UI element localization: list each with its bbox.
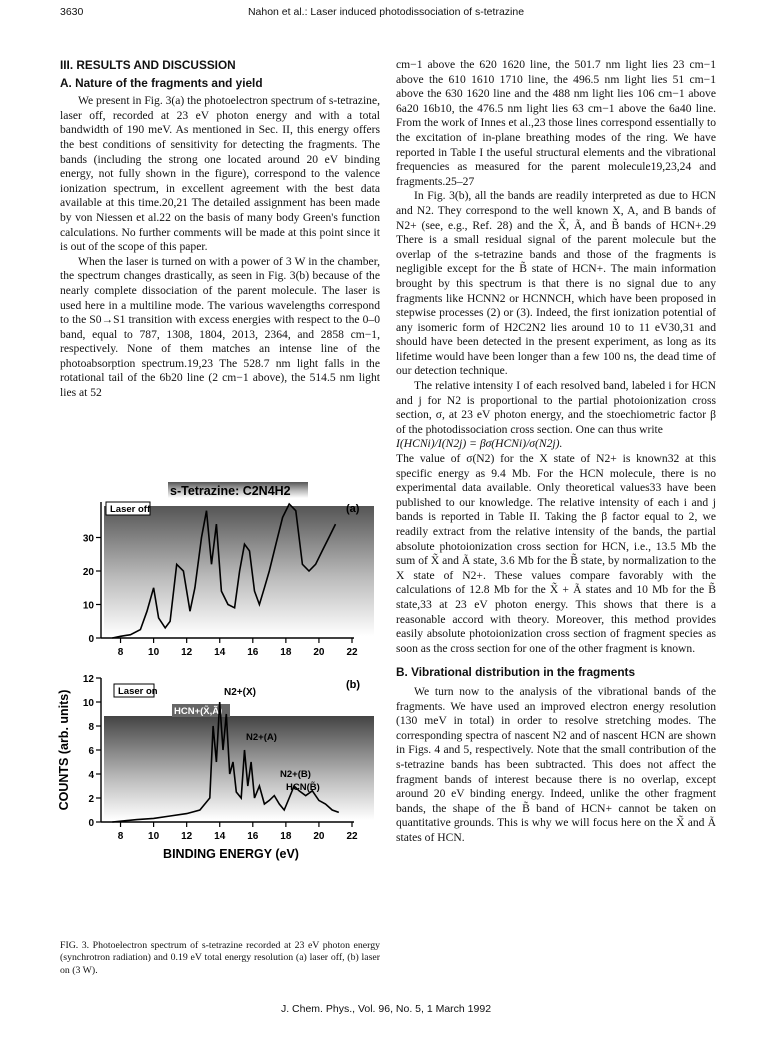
panel-b-shade [104, 716, 374, 820]
panel-a-x-tick-label: 20 [313, 647, 325, 658]
paragraph: cm−1 above the 620 1620 line, the 501.7 nm light lies 23 cm−1 above the 610 1610 1710 line, the 496.5 nm light lies 51 cm−1 above the 630 1620 line and the 488 nm light lies 106 cm−1 above 6a20 16b10, the 476.5 nm light lies 63 cm−1 above the 6a40 line. From the work of Innes et al.,23 those lines correspond essentially to the excitation of in-plane breathing modes of the ring. We have reported in Table I the useful structural elements and the vibrational frequencies as measured for the parent molecule19,23,24 and fragments.25–27 [396, 58, 716, 188]
panel-b-x-tick-label: 10 [148, 831, 160, 842]
label-hcn-b: HCN(B̃) [286, 782, 320, 793]
panel-a-y-tick-label: 30 [82, 533, 94, 545]
panel-a-y-tick-label: 10 [82, 600, 94, 612]
paragraph: In Fig. 3(b), all the bands are readily interpreted as due to HCN and N2. They correspond to the well known X, A, and B bands of N2+ (see, e.g., Ref. 28) and the X̃, Ã, and B̃ bands of HCN+.29 There is a small residual signal of the parent molecule but the overlap of the s-tetrazine bands and those of the fragments is negligible except for the B̃ state of HCN+. The main information brought by this spectrum is that there is no signal due to any fragments like HCNN2 or HCNNCH, which have been proposed in stepwise processes (2) or (3). Indeed, the first ionization potential of any isomeric form of H2C2N2 lies around 10 to 11 eV30,31 and should have been detected in the present experiment, as long as its lifetime would have been longer than a few 100 ns, the dead time of our detection technique. [396, 189, 716, 378]
panel-a-x-tick-label: 16 [247, 647, 259, 658]
left-column [60, 58, 380, 401]
paragraph: The value of σ(N2) for the X state of N2+ is known32 at this specific energy as 9.4 Mb. For the HCN molecule, there is no experimental data available. Only theoretical values33 have been published to our knowledge. The relative intensity of each i and j bands is reported in Table II. Taking the β factor equal to 2, we readily extract from the relative intensity of the bands, the partial absolute photoionization cross section for HCN, i.e., 13.5 Mb the sum of X̃ and Ã state, 3.6 Mb for the B̃ state, by normalization to the X state of N2+. These values compare favorably with the calculations of 12.8 Mb for the X̃ + Ã states and 10 Mb for the B̃ state,33 at 23 eV photon energy. This shows that there is a reasonable accord with theory. Moreover, this method provides easily absolute photoionization cross section of fragment species as soon as the cross section for one of the other fragment is known. [396, 452, 716, 655]
right-column [396, 58, 716, 845]
panel-a-tag: (a) [346, 503, 360, 515]
panel-a-y-tick-label: 0 [88, 634, 94, 645]
paragraph: When the laser is turned on with a power of 3 W in the chamber, the spectrum changes drastically, as seen in Fig. 3(b) because of the nearly complete dissociation of the parent molecule. The laser is used here in a multiline mode. The various wavelengths correspond to the S0→S1 transition with excess energies with respect to the 0–0 band, equal to 787, 1308, 1804, 2013, 2364, and 2858 cm−1, respectively. None of them matches an intense line of the photoabsorption spectrum.19,23 The 528.7 nm light falls in the rotational tail of the 6b20 line (2 cm−1 above), the 514.5 nm light lies at 52 [60, 254, 380, 400]
panel-b-y-tick-label: 8 [88, 722, 94, 733]
running-title: Nahon et al.: Laser induced photodissociation of s-tetrazine [247, 6, 525, 18]
legend-laser-off-label: Laser off [110, 504, 151, 515]
figure-3 [56, 480, 386, 930]
panel-a-x-tick-label: 8 [117, 647, 124, 658]
label-n2-b: N2+(B) [280, 769, 311, 780]
paragraph: We present in Fig. 3(a) the photoelectron spectrum of s-tetrazine, laser off, recorded at 23 eV photon energy and with a total bandwidth of 190 meV. As mentioned in Sec. II, this energy offers the best conditions of sensitivity for detecting the fragments. The bands (including the strong one located around 20 eV binding energy, not fully shown in the figure), correspond to the valence ionization spectrum, in excellent agreement with the best data available at this time.20,21 The detailed assignment has been made by von Niessen et al.22 on the basis of many body Green's function calculations. No further comments will be made at this point since it is out of the scope of this paper. [60, 94, 381, 254]
figure-3-chart [56, 480, 386, 930]
figure-title: s-Tetrazine: C2N4H2 [170, 484, 291, 498]
label-n2-x: N2+(X) [224, 687, 256, 698]
panel-b-x-tick-label: 18 [280, 831, 292, 842]
equation: I(HCNi)/I(N2j) = βσ(HCNi)/σ(N2j). [396, 437, 563, 451]
section-title: III. RESULTS AND DISCUSSION [60, 58, 236, 72]
legend-laser-on-label: Laser on [118, 686, 158, 697]
subsection-b-title: B. Vibrational distribution in the fragments [396, 665, 636, 680]
x-axis-label: BINDING ENERGY (eV) [163, 847, 299, 861]
panel-b-y-tick-label: 6 [88, 746, 94, 757]
label-n2-a: N2+(A) [246, 732, 277, 743]
panel-a-y-tick-label: 20 [82, 567, 94, 578]
panel-b-x-tick-label: 16 [247, 831, 259, 842]
page-footer: J. Chem. Phys., Vol. 96, No. 5, 1 March 1992 [280, 1003, 492, 1015]
subsection-a-title: A. Nature of the fragments and yield [60, 75, 263, 90]
panel-b-x-tick-label: 20 [313, 831, 325, 842]
panel-b-x-tick-label: 22 [346, 831, 358, 842]
panel-b-y-tick-label: 2 [88, 794, 94, 805]
label-hcn-xa: HCN+(X̃,Ã) [174, 706, 223, 717]
paragraph: We turn now to the analysis of the vibrational bands of the fragments. We have used an improved electron energy resolution (130 meV in total) in order to resolve stretching modes. The corresponding spectra of nascent N2 and of nascent HCN are shown in Figs. 4 and 5, respectively. Note that the small contribution of the s-tetrazine bands has been subtracted. This does not affect the fragment bands of interest because there is no overlap, except around 20 eV binding energy. Indeed, unlike the other fragment bands, the shape of the B̃ band of HCN+ cannot be taken on quantitative grounds. This is why we will focus here on the X̃ and Ã states of HCN. [396, 684, 716, 844]
panel-a-x-tick-label: 14 [214, 647, 226, 658]
panel-a-x-tick-label: 18 [280, 647, 292, 658]
panel-b-x-tick-label: 8 [117, 831, 124, 842]
y-axis-label: COUNTS (arb. units) [57, 689, 71, 811]
panel-b-y-tick-label: 4 [88, 770, 94, 781]
panel-b-y-tick-label: 12 [82, 674, 94, 685]
panel-b-x-tick-label: 14 [214, 831, 226, 842]
page-number: 3630 [60, 6, 84, 18]
page-header [60, 6, 712, 24]
panel-a-x-tick-label: 12 [181, 647, 193, 658]
panel-a-x-tick-label: 10 [148, 647, 160, 658]
panel-b-x-tick-label: 12 [181, 831, 193, 842]
panel-b-y-tick-label: 0 [88, 818, 94, 829]
panel-a-x-tick-label: 22 [346, 647, 358, 658]
panel-b-tag: (b) [346, 679, 361, 691]
figure-caption: FIG. 3. Photoelectron spectrum of s-tetrazine recorded at 23 eV photon energy (synchrotron radiation) and 0.19 eV total energy resolution (a) laser off, (b) laser on (3 W). [60, 940, 380, 976]
paragraph: The relative intensity I of each resolved band, labeled i for HCN and j for N2 is proportional to the partial photoionization cross section, σ, at 23 eV photon energy, and the stoechiometric factor β of the photodissociation cross section. One can thus write [396, 379, 716, 436]
panel-b-y-tick-label: 10 [82, 698, 94, 709]
